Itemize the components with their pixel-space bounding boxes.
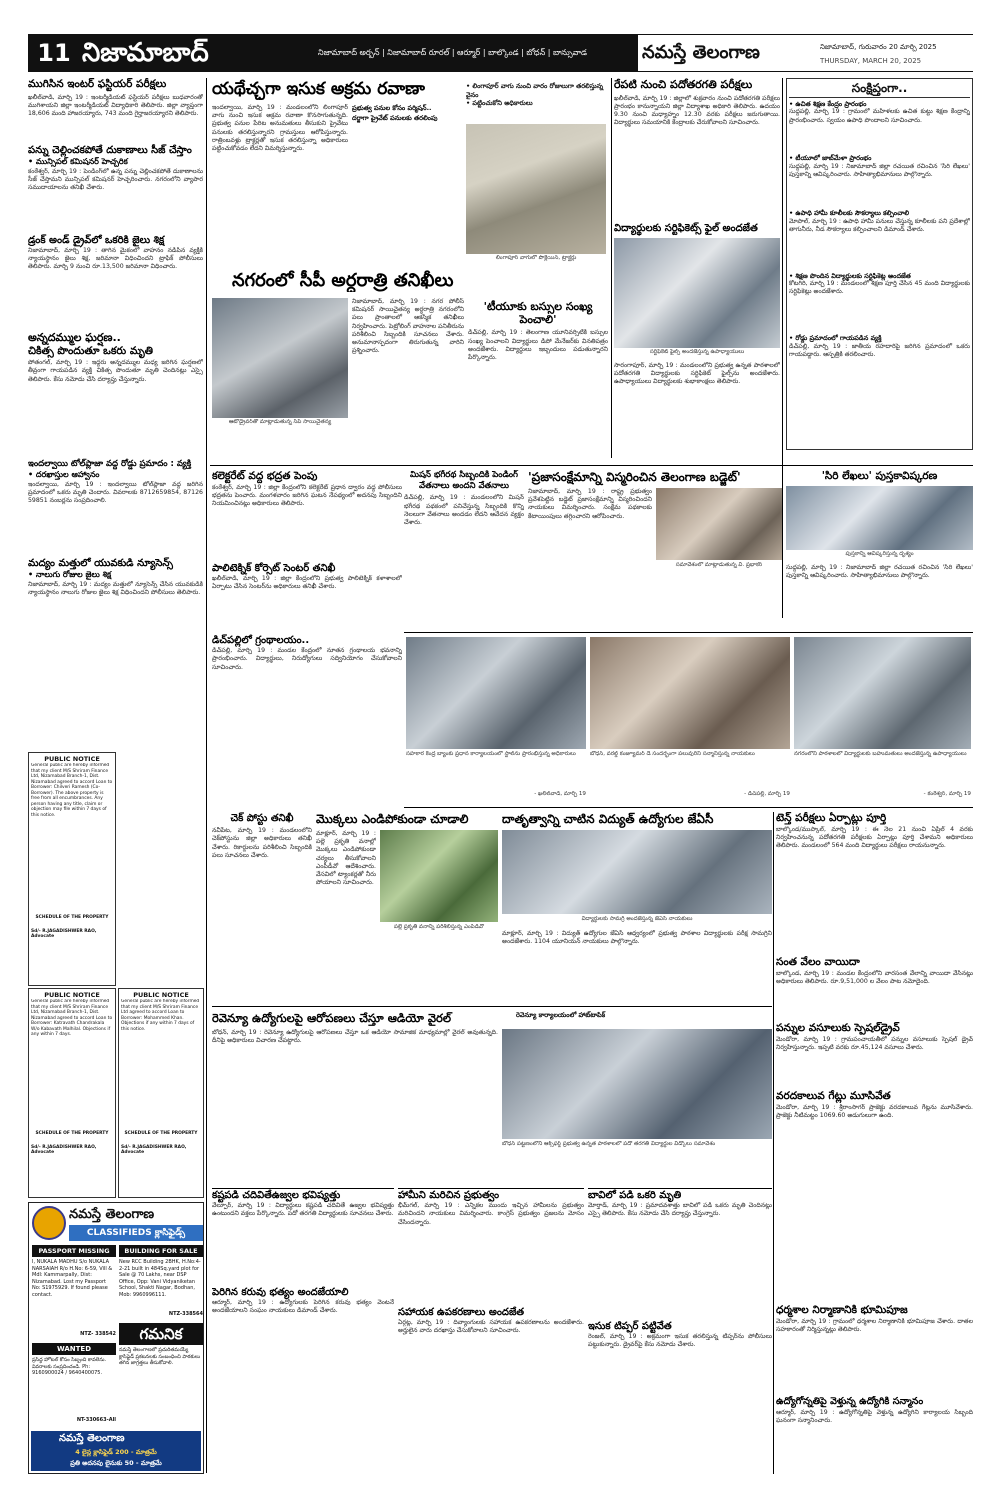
cp-photo — [212, 298, 348, 418]
classifieds-footer — [31, 1431, 201, 1471]
article-tollplaza: ఇందల్వాయి, మార్చి 19 : ఇందల్వాయి టోల్‌ప్లాజా వద్ద జరిగిన ప్రమాదంలో ఒకరు మృతి చెందారు. వివరాలకు 8712659854, 87126 59851 నంబర్లను సంప్రదించాలి. — [28, 480, 203, 505]
jac-photo — [502, 830, 772, 914]
sand-tag-2: • పట్టించుకోని అధికారులు — [466, 99, 606, 108]
brief3-title: • ఉపాధి హామీ కూలీలకు సౌకర్యాలు కల్పించాలి — [789, 209, 970, 218]
article-brothers-clash: పోతంగల్, మార్చి 19 : ఇద్దరు అన్నదమ్ముల మధ్య జరిగిన ఘర్షణలో తీవ్రంగా గాయపడిన వ్యక్తి చికిత్స పొందుతూ మృతి చెందినట్లు ఎస్సై తెలిపారు. కేసు నమోదు చేసి దర్యాప్తు చేస్తున్నారు. — [28, 359, 203, 383]
brief5-title: • రోడ్డు ప్రమాదంలో గాయపడిన వ్యక్తి — [789, 334, 970, 343]
sand-photo-tags — [466, 82, 606, 122]
notice3-schedule: SCHEDULE OF THE PROPERTY — [124, 1131, 198, 1137]
headline-book-release: 'సిరి లేఖలు' పుస్తకావిష్కరణ — [821, 470, 938, 482]
story-library — [212, 634, 402, 688]
story-certificates — [614, 222, 780, 462]
headline-tollplaza: ఇందల్వాయి టోల్‌ప్లాజా వద్ద రోడ్డు ప్రమాదం : వ్యక్తి — [28, 459, 192, 470]
subhead-jail: • నాలుగు రోజుల జైలు శిక్ష — [28, 570, 203, 581]
headline-brothers-clash-2: చికిత్స పొందుతూ ఒకరు మృతి — [28, 345, 153, 358]
story-tipper — [588, 1320, 772, 1474]
headline-cp-checks: నగరంలో సీపీ అర్ధరాత్రి తనిఖీలు — [232, 270, 454, 291]
article-tax-drive: మెండోరా, మార్చి 19 : గ్రామపంచాయతీలో పన్నుల వసూలుకు స్పెషల్ డ్రైవ్ నిర్వహిస్తున్నారు. ఇప్పటి వరకు రూ.45,124 వసూలు చేశారు. — [776, 1035, 973, 1052]
article-cp-checks: నిజామాబాద్, మార్చి 19 : నగర పోలీస్ కమిషనర్ సాయిచైతన్య అర్ధరాత్రి నగరంలోని పలు ప్రాంతాలలో ఆకస్మిక తనిఖీలు నిర్వహించారు. పెట్రోలింగ్ వాహనాల పనితీరును పరిశీలించి సిబ్బందికి సూచనలు చేశారు. అనుమానాస్పదంగా తిరుగుతున్న వారిని ప్రశ్నించారు. — [352, 298, 464, 355]
headline-drunk-drive: డ్రంక్ అండ్ డ్రైవ్‌లో ఒకరికి జైలు శిక్ష — [28, 234, 165, 246]
gamanika-title: గమనిక — [119, 1323, 203, 1345]
article-bhagiratha: డిచ్‌పల్లి, మార్చి 19 : మండలంలోని మిషన్ భగీరథ పథకంలో పనిచేస్తున్న సిబ్బందికి కొన్ని నెలలుగా వేతనాలు అందడం లేదని ఆవేదన వ్యక్తం చేశారు. — [404, 494, 524, 526]
headline-checkpost: చెక్ పోస్టు తనిఖీ — [230, 813, 294, 824]
classifieds-banner: CLASSIFIEDS క్లాసిఫైడ్స్ — [69, 1225, 203, 1241]
headline-promise: హామీని మరిచిన ప్రభుత్వం — [398, 1190, 500, 1201]
story-polytechnic — [212, 562, 402, 632]
classifieds-block — [28, 1202, 204, 1474]
col1-news — [28, 78, 203, 748]
brief2-title: • టీయూలో జాబ్‌మేళా ప్రారంభం — [789, 154, 970, 163]
article-market-auction: బాల్కొండ, మార్చి 19 : మండల కేంద్రంలోని వారసంత వేలాన్ని వాయిదా వేసినట్లు అధికారులు తెలిపారు. రూ.9,51,000 ల వేలం పాట నమోదైంది. — [776, 969, 973, 986]
article-dharmashala: మెండోరా, మార్చి 19 : గ్రామంలో ధర్మశాల నిర్మాణానికి భూమిపూజ చేశారు. దాతల సహకారంతో నిర్మిస్తున్నట్లు తెలిపారు. — [776, 1317, 973, 1334]
date-telugu: నిజామాబాద్, గురువారం 20 మార్చి 2025 — [820, 43, 937, 51]
brief4-title: • శిక్షణ పొందిన విద్యార్థులకు సర్టిఫికెట్ల అందజేత — [789, 272, 970, 281]
story-bhagiratha — [404, 470, 524, 630]
notice1-title: PUBLIC NOTICE — [44, 755, 100, 763]
section-title: నిజామాబాద్ — [82, 38, 209, 68]
notice2-title: PUBLIC NOTICE — [44, 991, 100, 999]
brief2-body: సుద్దపల్లి, మార్చి 19 : నిజామాబాద్ జిల్లా రచయిత రచించిన 'సిరి లేఖలు' పుస్తకాన్ని ఆవిష్కరించారు. సాహిత్యాభిమానులు పాల్గొన్నారు. — [789, 162, 970, 179]
budget-photo — [656, 488, 782, 560]
story-market-auction — [776, 956, 973, 1018]
plants-photo — [380, 830, 498, 922]
headline-plants: మొక్కలు ఎండిపోకుండా చూడాలి — [316, 812, 469, 826]
headline-jac: దాతృత్వాన్ని చాటిన విద్యుత్ ఉద్యోగుల జేఏసీ — [502, 812, 714, 826]
sand-photo — [466, 124, 606, 254]
story-collectorate — [212, 470, 402, 560]
article-revenue-audio: బోధన్, మార్చి 19 : రెవెన్యూ ఉద్యోగులపై ఆరోపణలు చేస్తూ ఒక ఆడియో సామాజిక మాధ్యమాల్లో వైరల్ అవుతున్నది. దీనిపై అధికారులు విచారణ చేపట్టారు. — [212, 1029, 498, 1045]
subhead-revenue-audio: రెవెన్యూ కార్యాలయంలో హాట్‌టాపిక్ — [516, 1011, 606, 1019]
photo-row — [404, 632, 973, 808]
story-plants — [316, 812, 498, 1002]
article-flood-gates: మెండోరా, మార్చి 19 : శ్రీరాంసాగర్ ప్రాజెక్టు వరదకాలువ గేట్లను మూసివేశారు. ప్రాజెక్టు నీటిమట్టం 1069.60 అడుగులుగా ఉంది. — [776, 1103, 973, 1120]
photo-row-a-caption: సహకార కేంద్ర బ్యాంకు ప్రధాన కార్యాలయంలో స్టాల్‌ను ప్రారంభిస్తున్న అధికారులు — [406, 751, 576, 757]
page-number: 11 — [37, 39, 71, 67]
article-promotion: ఆర్మూర్, మార్చి 19 : ఉద్యోగోన్నతిపై వెళ్తున్న ఉద్యోగిని కార్యాలయ సిబ్బంది ఘనంగా సన్మానించారు. — [776, 1408, 973, 1424]
headline-brothers-clash: అన్నదమ్ముల ఘర్షణ.. — [28, 330, 121, 344]
story-tenth-exams — [614, 78, 780, 218]
headline-market-auction: సంత వేలం వాయిదా — [776, 956, 860, 968]
budget-caption: సమావేశంలో మాట్లాడుతున్న వి. ప్రభాకర్ — [675, 562, 763, 568]
headline-collectorate: కలెక్టరేట్ వద్ద భద్రత పెంపు — [212, 470, 318, 482]
headline-dharmashala: ధర్మశాల నిర్మాణానికి భూమిపూజ — [776, 1304, 908, 1316]
story-tenth-arrangements — [776, 812, 973, 952]
brief3-body: మోపాల్, మార్చి 19 : ఉపాధి హామీ పనులు చేస్తున్న కూలీలకు పని ప్రదేశాల్లో తాగునీరు, నీడ సౌకర్యాలు కల్పించాలని డిమాండ్ చేశారు. — [789, 217, 970, 233]
headline-inter-exams: ముగిసిన ఇంటర్ ఫస్టియర్ పరీక్షలు — [28, 78, 167, 90]
brief5-body: డిచ్‌పల్లి, మార్చి 19 : జాతీయ రహదారిపై జరిగిన ప్రమాదంలో ఒకరు గాయపడ్డారు. ఆస్పత్రికి తరలించారు. — [789, 342, 970, 358]
story-tu-buses — [468, 300, 608, 464]
plants-caption: పల్లె ప్రకృతి వనాన్ని పరిశీలిస్తున్న ఎంపీడీవో — [394, 924, 484, 930]
paper-logo: నమస్తే తెలంగాణ — [642, 42, 760, 63]
story-jac — [502, 812, 772, 1002]
article-checkpost: నవీపేట, మార్చి 19 : మండలంలోని చెక్‌పోస్టును జిల్లా అధికారులు తనిఖీ చేశారు. రికార్డులను పరిశీలించి సిబ్బందికి పలు సూచనలు చేశారు. — [212, 827, 312, 859]
public-notice-3 — [118, 988, 204, 1198]
building-sale-title: BUILDING FOR SALE — [119, 1245, 203, 1257]
headline-sand: యథేచ్ఛగా ఇసుక అక్రమ రవాణా — [212, 79, 425, 99]
headline-da: పెరిగిన కరువు భత్యం అందజేయాలి — [212, 1287, 349, 1298]
headline-well-death: బావిలో పడి ఒకరి మృతి — [588, 1190, 682, 1201]
notice2-signature: Sd/- R.JAGADISHWER RAO, Advocate — [31, 1144, 97, 1156]
subhead-sand-a: ప్రభుత్వ పనుల కోసం పర్మిషన్.. — [352, 104, 432, 112]
article-polytechnic: ఖలీల్‌వాడి, మార్చి 19 : జిల్లా కేంద్రంలోని ప్రభుత్వ పాలిటెక్నిక్ కళాశాలలో ఏర్పాటు చేసిన సెంటర్‌ను అధికారులు తనిఖీ చేశారు. — [212, 575, 402, 591]
col-divider-2 — [782, 78, 783, 618]
passport-missing-code: NTZ- 338542 — [80, 1331, 116, 1337]
public-notice-2 — [28, 988, 116, 1198]
footer-rate1: 4 లైన్ల క్లాసిఫైడ్ 200 - మాత్రమే — [75, 1448, 157, 1456]
headline-hardwork: కష్టపడి చదివితేఉజ్వల భవిష్యత్తు — [212, 1190, 341, 1201]
briefs-column — [786, 78, 973, 450]
story-flood-gates — [776, 1090, 973, 1300]
book-release-photo — [786, 486, 973, 550]
story-tax-drive — [776, 1022, 973, 1088]
book-release-caption: పుస్తకాన్ని ఆవిష్కరిస్తున్న దృశ్యం — [845, 551, 914, 557]
headline-tax-seize: పన్ను చెల్లించకపోతే దుకాణాలు సీజ్ చేస్తాం — [28, 144, 192, 156]
jac-caption: విద్యార్థులకు సామగ్రి అందజేస్తున్న జేఏసీ నాయకులు — [581, 916, 693, 922]
brief4-body: కోటగిరి, మార్చి 19 : మండలంలో శిక్షణ పూర్తి చేసిన 45 మంది విద్యార్థులకు సర్టిఫికెట్లు అందజేశారు. — [789, 280, 970, 296]
story-book-release — [786, 470, 973, 630]
notice3-title: PUBLIC NOTICE — [133, 991, 189, 999]
headline-aids: సహాయక ఉపకరణాలు అందజేత — [398, 1307, 525, 1318]
certificates-caption: సర్టిఫికెట్ ఫైల్స్ అందజేస్తున్న ఉపాధ్యాయులు — [649, 349, 745, 355]
headline-promotion: ఉద్యోగోన్నతిపై వెళ్తున్న ఉద్యోగికి సన్మానం — [776, 1396, 924, 1407]
headline-flood-gates: వరదకాలువ గేట్లు మూసివేత — [776, 1090, 891, 1102]
notice3-signature: Sd/- R.JAGADISHWER RAO, Advocate — [121, 1144, 187, 1156]
headline-nuisance: మద్యం మత్తులో యువకుడి న్యూసెన్స్ — [28, 557, 173, 569]
footer-rate2: ప్రతి అదనపు లైనుకు 50 - మాత్రమే — [70, 1459, 162, 1467]
article-inter-exams: ఖలీల్‌వాడి, మార్చి 19 : ఇంటర్మీడియట్ ఫస్టియర్ పరీక్షలు బుధవారంతో ముగిశాయని జిల్లా ఇంటర్మీడియట్ విద్యాధికారి తెలిపారు. జిల్లా వ్యాప్తంగా 18,606 మంది హాజరయ్యారు, 743 మంది గైర్హాజరయ్యారని తెలిపారు. — [28, 93, 203, 118]
photo-row-b — [590, 637, 790, 749]
article-budget: నిజామాబాద్, మార్చి 19 : రాష్ట్ర ప్రభుత్వం ప్రవేశపెట్టిన బడ్జెట్ ప్రజాసంక్షేమాన్ని విస్మరించిందని నాయకులు విమర్శించారు. సంక్షేమ పథకాలకు కేటాయింపులు తగ్గించారని ఆరోపించారు. — [528, 488, 652, 520]
sand-tag-1: • లింగాపూర్ వాగు నుంచి వారం రోజులుగా తరలిస్తున్న వైనం — [466, 82, 606, 99]
headline-certificates: విద్యార్థులకు సర్టిఫికెట్స్ ఫైల్ అందజేత — [614, 223, 758, 234]
public-notice-1 — [28, 752, 116, 986]
article-nuisance: నిజామాబాద్, మార్చి 19 : మద్యం మత్తులో న్యూసెన్స్ చేసిన యువకుడికి న్యాయస్థానం నాలుగు రోజుల జైలు శిక్ష విధించిందని పోలీసులు తెలిపారు. — [28, 580, 203, 596]
headline-bhagiratha: మిషన్ భగీరథ సిబ్బందికి పెండింగ్ వేతనాలు అందని వేతనాలు — [409, 470, 519, 492]
story-aids — [398, 1306, 584, 1474]
article-tenth-exams: ఖలీల్‌వాడి, మార్చి 19 : జిల్లాలో శుక్రవారం నుంచి పదోతరగతి పరీక్షలు ప్రారంభం కానున్నాయని జిల్లా విద్యాశాఖ అధికారి తెలిపారు. ఉదయం 9.30 నుంచి మధ్యాహ్నం 12.30 వరకు పరీక్షలు జరుగుతాయి. విద్యార్థులు సమయానికి కేంద్రాలకు చేరుకోవాలని సూచించారు. — [614, 94, 780, 127]
headline-tax-drive: పన్నుల వసూలుకు స్పెషల్‌డ్రైవ్ — [776, 1022, 900, 1034]
masthead-band — [638, 34, 973, 72]
photo-row-b-caption: బోధన్, వరల్డ్ కంజ్యూమర్ డే సందర్భంగా పలువురిని సన్మానిస్తున్న నాయకులు — [590, 751, 755, 757]
article-sand: ఇందల్వాయి, మార్చి 19 : మండలంలోని లింగాపూర్ వాగు నుంచి ఇసుక అక్రమ రవాణా కొనసాగుతున్నది. ప్రభుత్వ పనుల పేరిట అనుమతులు తీసుకుని ప్రైవేటు పనులకు తరలిస్తున్నారని గ్రామస్తులు ఆరోపిస్తున్నారు. రాత్రింబవళ్లు ట్రాక్టర్లతో ఇసుక తరలిస్తున్నా అధికారులు పట్టించుకోవడం లేదని విమర్శిస్తున్నారు. — [212, 104, 348, 152]
headline-tipper: ఇసుక టిప్పర్ పట్టివేత — [588, 1321, 672, 1332]
subhead-applications: • దరఖాస్తుల ఆహ్వానం — [28, 470, 203, 481]
photo-row-c-location: - కంఠేశ్వర్, మార్చి 19 — [923, 791, 971, 797]
article-tax-seize: కంఠేశ్వర్, మార్చి 19 : పెండింగ్‌లో ఉన్న పన్ను చెల్లించకపోతే దుకాణాలను సీజ్ చేస్తామని మున్సిపల్ కమిషనర్ హెచ్చరించారు. నగరంలోని వ్యాపార సముదాయాలను తనిఖీ చేశారు. — [28, 167, 203, 191]
story-promotion — [776, 1396, 973, 1474]
wanted-body: ప్రసిద్ధ హోటల్ కోసం సిబ్బంది కావలెను. వివరాలకు సంప్రదించండి. Ph: 9160900024 / 9640400075. — [32, 1357, 107, 1376]
article-sand-2 — [352, 126, 462, 264]
story-checkpost — [212, 812, 312, 1002]
story-promise — [398, 1188, 584, 1304]
article-tenth-arrangements: బాల్కొండ/ముప్కాల్, మార్చి 19 : ఈ నెల 21 నుంచి ఏప్రిల్ 4 వరకు నిర్వహించనున్న పదోతరగతి పరీక్షలకు ఏర్పాట్లు పూర్తి చేశామని అధికారులు తెలిపారు. మండలంలో 564 మంది విద్యార్థులు పరీక్షలు రాయనున్నారు. — [776, 825, 973, 850]
article-tu-buses: డిచ్‌పల్లి, మార్చి 19 : తెలంగాణ యూనివర్సిటీకి బస్సుల సంఖ్య పెంచాలని విద్యార్థులు డిపో మేనేజర్‌కు వినతిపత్రం అందజేశారు. విద్యార్థులు ఇబ్బందులు పడుతున్నారని పేర్కొన్నారు. — [468, 329, 608, 361]
article-book-release: సుద్దపల్లి, మార్చి 19 : నిజామాబాద్ జిల్లా రచయిత రచించిన 'సిరి లేఖలు' పుస్తకాన్ని ఆవిష్కరించారు. సాహిత్యాభిమానులు పాల్గొన్నారు. — [786, 564, 973, 580]
photo-row-a — [406, 637, 586, 749]
story-da — [212, 1286, 394, 1474]
wanted-title: WANTED — [32, 1343, 116, 1355]
story-dharmashala — [776, 1304, 973, 1394]
story-revenue-audio — [212, 1006, 772, 1184]
headline-library: డిచ్‌పల్లిలో గ్రంథాలయం.. — [212, 635, 310, 646]
col-divider-1 — [206, 78, 207, 1473]
notice1-signature: Sd/- R.JAGADISHWER RAO, Advocate — [31, 928, 97, 940]
date-english: THURSDAY, MARCH 20, 2025 — [820, 57, 922, 65]
col-divider-3 — [611, 78, 612, 458]
section-nav: నిజామాబాద్ అర్బన్ | నిజామాబాద్ రూరల్ | ఆర్మూర్ | బాల్కొండ | బోధన్ | బాన్సువాడ — [318, 48, 587, 57]
notice2-body: General public are hereby informed that my client M/S Shriram Finance Ltd, Nizamabad Branch-1, Dist. Nizamabad agreed to accord Loan to Borrower: Katravath Chandrakala W/o Kabavath Malhilal. Objections if any within 7 days. — [31, 999, 113, 1038]
photo-row-a-location: - ఖలీల్‌వాడి, మార్చి 19 — [534, 791, 586, 797]
headline-polytechnic: పాలిటెక్నిక్ కోర్సెట్ సెంటర్ తనిఖీ — [212, 563, 336, 574]
subhead-sand-b: దర్జాగా ప్రైవేట్ పనులకు తరలింపు — [352, 114, 438, 122]
farewell-caption: బోధన్ పట్టణంలోని ఆక్స్‌ఫర్డ్ ప్రభుత్వ ఉన్నత పాఠశాలలో పదో తరగతి విద్యార్థుల వీడ్కోలు సమావేశం — [502, 1141, 716, 1147]
notice3-body: General public are hereby informed that my client M/S Shriram Finance Ltd agreed to accord Loan to Borrower: Mohammed Khan. Objections if any within 7 days of this notice. — [121, 999, 200, 1032]
article-tipper: రెంజల్, మార్చి 19 : అక్రమంగా ఇసుక తరలిస్తున్న టిప్పర్‌ను పోలీసులు పట్టుకున్నారు. డ్రైవర్‌పై కేసు నమోదు చేశారు. — [588, 1333, 772, 1349]
headline-budget: 'ప్రజాసంక్షేమాన్ని విస్మరించిన తెలంగాణ బడ్జెట్' — [528, 470, 741, 484]
classifieds-logo: నమస్తే తెలంగాణ — [69, 1207, 155, 1222]
brief1-body: సుద్దపల్లి, మార్చి 19 : గ్రామంలో మహిళలకు ఉచిత కుట్టు శిక్షణ కేంద్రాన్ని ప్రారంభించారు. స్వయం ఉపాధి పొందాలని సూచించారు. — [789, 108, 970, 124]
article-plants: మాక్లూర్, మార్చి 19 : పల్లె ప్రకృతి వనాల్లో మొక్కలు ఎండిపోకుండా చర్యలు తీసుకోవాలని ఎంపీడీవో ఆదేశించారు. వేసవిలో ట్యాంకర్లతో నీరు పోయాలని సూచించారు. — [316, 830, 376, 887]
article-jac: మాక్లూర్, మార్చి 19 : విద్యుత్ ఉద్యోగుల జేఏసీ ఆధ్వర్యంలో ప్రభుత్వ పాఠశాల విద్యార్థులకు పరీక్ష సామగ్రిని అందజేశారు. 1104 యూనియన్ నాయకులు పాల్గొన్నారు. — [502, 930, 772, 946]
notice1-body: General public are hereby informed that my client M/S Shriram Finance Ltd, Nizamabad Branch-1, Dist. Nizamabad agreed to accord Loan to Borrower: Chilveri Ramesh (Co-Borrower). The above property is free from all encumbrances. Any person having any title, claim or objection may file within 7 days of this notice. — [31, 763, 113, 818]
story-sand — [212, 78, 608, 266]
article-hardwork: వేల్పూర్, మార్చి 19 : విద్యార్థులు కష్టపడి చదివితే ఉజ్వల భవిష్యత్తు ఉంటుందని వక్తలు పేర్కొన్నారు. పదో తరగతి విద్యార్థులకు సూచనలు చేశారు. — [212, 1202, 394, 1218]
headline-tenth-arrangements: టెన్త్ పరీక్షలు ఏర్పాట్లు పూర్తి — [776, 812, 887, 824]
story-budget — [528, 470, 782, 630]
photo-row-c — [794, 637, 971, 749]
article-aids: ఏర్గట్ల, మార్చి 19 : దివ్యాంగులకు సహాయక ఉపకరణాలను అందజేశారు. అర్హులైన వారు దరఖాస్తు చేసుకోవాలని సూచించారు. — [398, 1319, 584, 1335]
headline-tenth-exams: రేపటి నుంచి పదోతరగతి పరీక్షలు — [614, 78, 753, 91]
passport-missing-title: PASSPORT MISSING — [32, 1245, 116, 1257]
article-well-death: మోర్తాడ్, మార్చి 19 : ప్రమాదవశాత్తు బావిలో పడి ఒకరు మృతి చెందినట్లు ఎస్సై తెలిపారు. కేసు నమోదు చేసి దర్యాప్తు చేస్తున్నారు. — [588, 1202, 772, 1218]
farewell-photo — [502, 1029, 772, 1139]
article-da: ఆర్మూర్, మార్చి 19 : ఉద్యోగులకు పెరిగిన కరువు భత్యం వెంటనే అందజేయాలని సంఘం నాయకులు డిమాండ్ చేశారు. — [212, 1299, 394, 1315]
cp-photo-caption: ఆటోడ్రైవర్‌తో మాట్లాడుతున్న సీపీ సాయిచైతన్య — [228, 419, 332, 425]
brief1-title: • ఉచిత శిక్షణ కేంద్రం ప్రారంభం — [789, 100, 970, 109]
article-promise: భీమ్‌గల్, మార్చి 19 : ఎన్నికల ముందు ఇచ్చిన హామీలను ప్రభుత్వం మరిచిందని నాయకులు విమర్శించారు. కాంగ్రెస్ ప్రభుత్వం ప్రజలను మోసం చేసిందన్నారు. — [398, 1202, 584, 1226]
photo-row-c-caption: నగరంలోని పాఠశాలలో విద్యార్థులకు బహుమతులు అందజేస్తున్న ఉపాధ్యాయులు — [794, 751, 967, 757]
footer-logo: నమస్తే తెలంగాణ — [59, 1433, 125, 1444]
article-drunk-drive: నిజామాబాద్, మార్చి 19 : తాగిన మైకంలో వాహనం నడిపిన వ్యక్తికి న్యాయస్థానం జైలు శిక్ష, జరిమానా విధించిందని ట్రాఫిక్ పోలీసులు తెలిపారు. మార్చి 9 నుంచి రూ.13,500 జరిమానా విధించారు. — [28, 246, 203, 271]
subhead-commissioner: • మున్సిపల్ కమిషనర్ హెచ్చరిక — [28, 157, 203, 168]
sand-photo-caption: లింగాపూర్ వాగులో పొక్లెయిన్, ట్రాక్టర్లు — [495, 255, 577, 261]
gamanika-body: నమస్తే తెలంగాణలో ప్రచురితమయ్యే క్లాసిఫైడ్ ప్రకటనలకు సంబంధించి పాఠకులు తగిన జాగ్రత్తలు తీసుకోవాలి. — [119, 1347, 201, 1366]
headline-revenue-audio: రెవెన్యూ ఉద్యోగులపై ఆరోపణలు చేస్తూ ఆడియో వైరల్ — [212, 1011, 452, 1025]
building-sale-body: New RCC Building 2BHK, H.No:4-2-21 built in 484Sq.yard plot for Sale @ 70 Lakhs, near DSP Office, Opp: Vani Vidyaniketan School, Shakti Nagar, Bodhan, Mob: 9960996111. — [119, 1259, 201, 1298]
article-certificates: సారంగాపూర్, మార్చి 19 : మండలంలోని ప్రభుత్వ ఉన్నత పాఠశాలలో పదోతరగతి విద్యార్థులకు సర్టిఫికెట్ ఫైల్స్‌ను అందజేశారు. ఉపాధ్యాయులు విద్యార్థులకు శుభాకాంక్షలు తెలిపారు. — [614, 362, 780, 386]
building-sale-code: NTZ-338564 — [168, 1311, 203, 1317]
article-library: డిచ్‌పల్లి, మార్చి 19 : మండల కేంద్రంలో నూతన గ్రంథాలయ భవనాన్ని ప్రారంభించారు. విద్యార్థులు, నిరుద్యోగులు సద్వినియోగం చేసుకోవాలని సూచించారు. — [212, 647, 402, 671]
briefs-title: సంక్షిప్తంగా.. — [789, 81, 970, 98]
story-hardwork — [212, 1188, 394, 1284]
headline-tu-buses: 'టీయూకు బస్సుల సంఖ్య పెంచాలి' — [483, 300, 593, 327]
classifieds-seal — [32, 1206, 66, 1240]
article-collectorate: కంఠేశ్వర్, మార్చి 19 : జిల్లా కేంద్రంలోని కలెక్టరేట్ ప్రధాన ద్వారం వద్ద పోలీసులు భద్రతను పెంచారు. మంగళవారం జరిగిన ఘటన నేపథ్యంలో అదనపు సిబ్బందిని నియమించినట్లు అధికారులు తెలిపారు. — [212, 483, 402, 508]
notice2-schedule: SCHEDULE OF THE PROPERTY — [35, 1131, 109, 1137]
lower-divider-v — [773, 812, 774, 1474]
notice1-schedule: SCHEDULE OF THE PROPERTY — [35, 915, 109, 921]
story-well-death — [588, 1188, 772, 1318]
certificates-photo — [614, 238, 780, 348]
mid-divider-1 — [210, 465, 973, 466]
wanted-code: NT-330663-All — [76, 1417, 116, 1423]
photo-row-b-location: - డిచ్‌పల్లి, మార్చి 19 — [744, 791, 790, 797]
passport-missing-body: I, NUKALA MADHU S/o NUKALA NARSAIAH R/o H.No: 6-59, Vill & Mdl: Kammarpally, Dist: Nizamabad. Lost my Passport No: S1975929. If found please contact. — [32, 1259, 113, 1298]
